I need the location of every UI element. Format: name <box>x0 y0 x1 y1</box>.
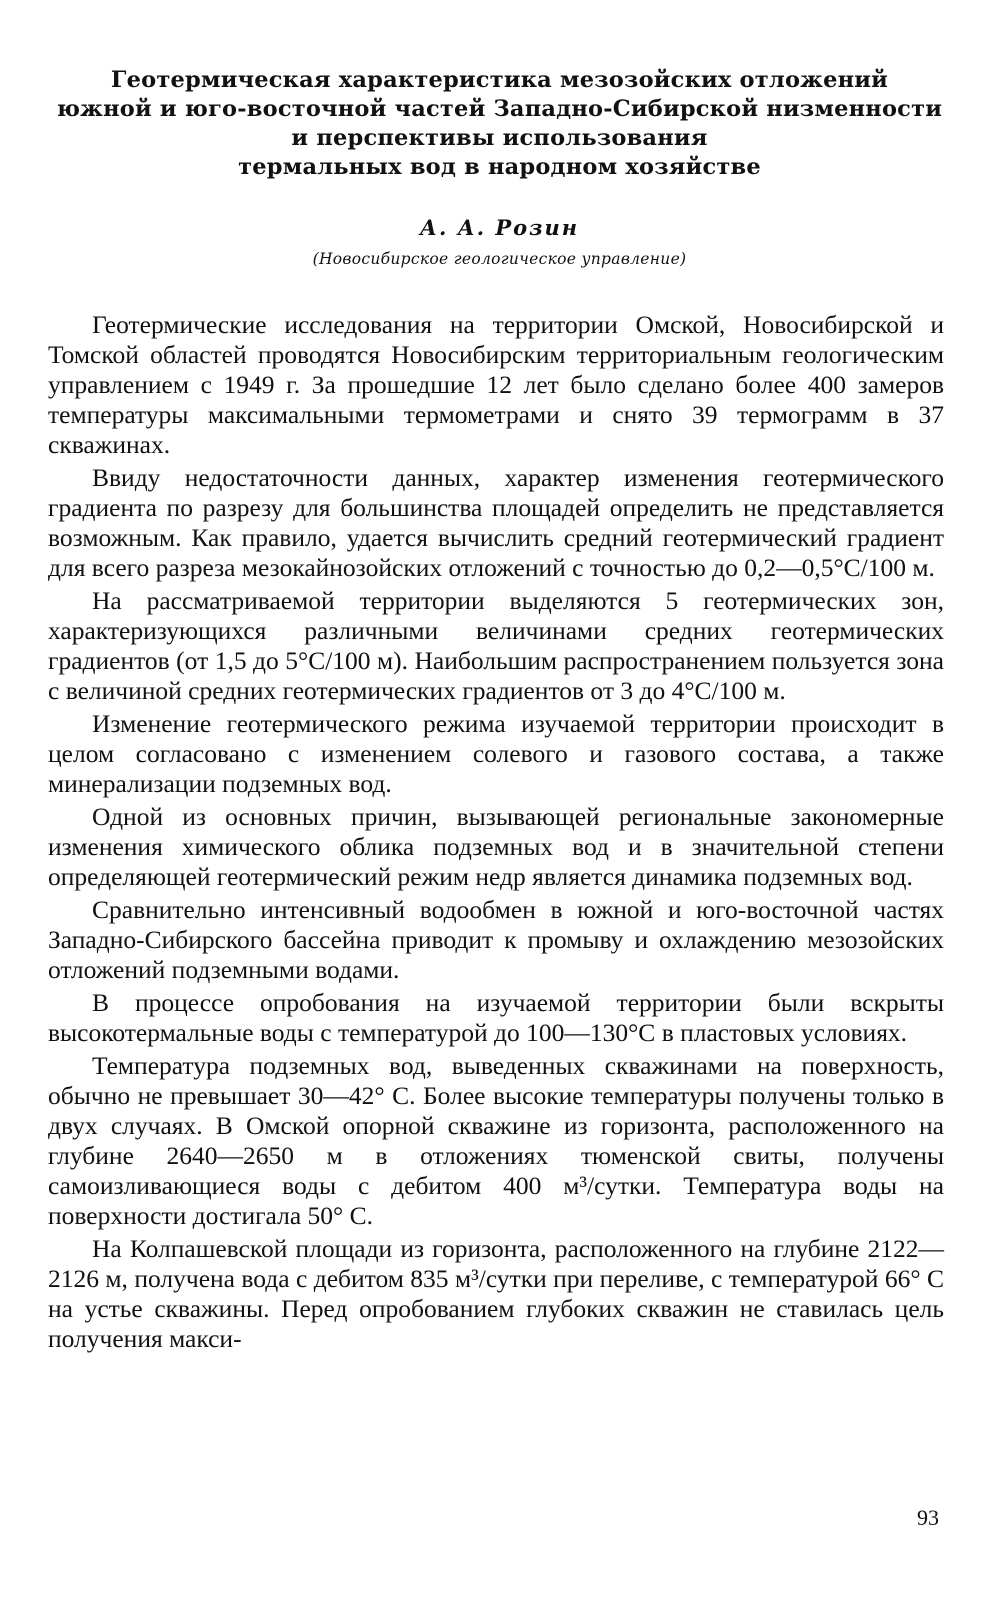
author-affiliation: (Новосибирское геологическое управление) <box>312 250 687 268</box>
paragraph: На Колпашевской площади из горизонта, расположенного на глубине 2122—2126 м, получена вода с дебитом 835 м³/сутки при переливе, с температурой 66° С на устье скважины. Перед опробованием глубоких скважин не ставилась цель получения макси- <box>48 1234 944 1353</box>
paragraph: Ввиду недостаточности данных, характер изменения геотермического градиента по разрезу для большинства площадей определить не представляется возможным. Как правило, удается вычислить средний геотермический градиент для всего разреза мезокайнозойских отложений с точностью до 0,2—0,5°С/100 м. <box>48 463 944 582</box>
paragraph: Изменение геотермического режима изучаемой территории происходит в целом согласовано с изменением солевого и газового состава, а также минерализации подземных вод. <box>48 709 944 798</box>
title-line: и перспективы использования <box>291 125 708 151</box>
title-line: термальных вод в народном хозяйстве <box>238 154 761 180</box>
article-body <box>48 310 944 1357</box>
author-name: А. А. Розин <box>419 215 580 240</box>
title-line: Геотермическая характеристика мезозойских отложений <box>110 67 889 93</box>
article-title <box>40 66 959 182</box>
page-number: 93 <box>917 1505 939 1530</box>
title-line: южной и юго-восточной частей Западно-Сибирской низменности <box>56 96 943 122</box>
paragraph: В процессе опробования на изучаемой территории были вскрыты высокотермальные воды с температурой до 100—130°С в пластовых условиях. <box>48 988 944 1047</box>
paragraph: Сравнительно интенсивный водообмен в южной и юго-восточной частях Западно-Сибирского бассейна приводит к промыву и охлаждению мезозойских отложений подземными водами. <box>48 895 944 984</box>
paragraph: Одной из основных причин, вызывающей региональные закономерные изменения химического облика подземных вод и в значительной степени определяющей геотермический режим недр является динамика подземных вод. <box>48 802 944 891</box>
paragraph: Геотермические исследования на территории Омской, Новосибирской и Томской областей проводятся Новосибирским территориальным геологическим управлением с 1949 г. За прошедшие 12 лет было сделано более 400 замеров температуры максимальными термометрами и снято 39 термограмм в 37 скважинах. <box>48 310 944 459</box>
paragraph: На рассматриваемой территории выделяются 5 геотермических зон, характеризующихся различными величинами средних геотермических градиентов (от 1,5 до 5°С/100 м). Наибольшим распространением пользуется зона с величиной средних геотермических градиентов от 3 до 4°С/100 м. <box>48 586 944 705</box>
paragraph: Температура подземных вод, выведенных скважинами на поверхность, обычно не превышает 30—42° С. Более высокие температуры получены только в двух случаях. В Омской опорной скважине из горизонта, расположенного на глубине 2640—2650 м в отложениях тюменской свиты, получены самоизливающиеся воды с дебитом 400 м³/сутки. Температура воды на поверхности достигала 50° С. <box>48 1051 944 1230</box>
